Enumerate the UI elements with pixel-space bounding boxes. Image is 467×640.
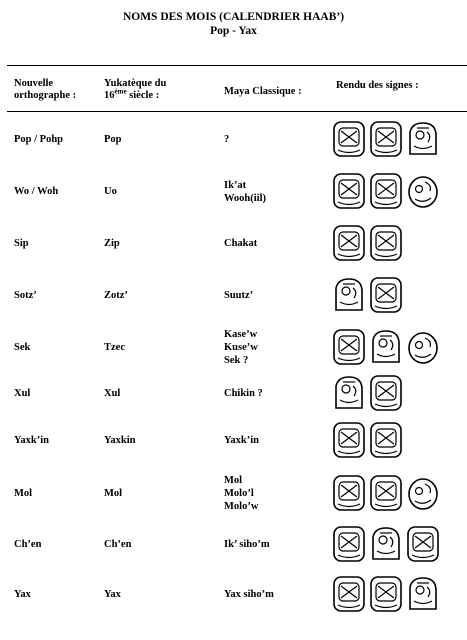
cell-yukateque: Mol [104, 488, 123, 499]
square-glyph [369, 474, 403, 512]
classique-line: Kase’w [224, 329, 258, 340]
head-glyph [332, 276, 366, 314]
head-glyph [332, 374, 366, 412]
cell-yukateque: Tzec [104, 342, 125, 353]
classique-line: Molo’w [224, 501, 259, 512]
cell-nouvelle: Wo / Woh [14, 186, 59, 197]
classique-line: Chakat [224, 238, 258, 249]
classique-line: Kuse’w [224, 342, 258, 353]
round-glyph [406, 328, 440, 366]
glyph-group [332, 575, 440, 613]
header-yukateque-line2 [104, 87, 166, 102]
head-glyph [369, 328, 403, 366]
square-glyph [369, 120, 403, 158]
classique-line: Ik’at [224, 179, 247, 191]
cell-nouvelle: Yaxk’in [14, 435, 50, 446]
square-glyph [332, 474, 366, 512]
cell-yukateque: Yax [104, 589, 121, 600]
cell-yukateque: Yaxkin [104, 435, 136, 446]
classique-line: Chikin ? [224, 388, 263, 399]
header-rendu: Rendu des signes : [336, 80, 419, 91]
classique-line: Sek ? [224, 355, 249, 366]
cell-yukateque: Zip [104, 238, 120, 249]
page-title: NOMS DES MOIS (CALENDRIER HAAB’) [122, 11, 345, 23]
cell-classique [224, 179, 266, 205]
page-subtitle: Pop - Yax [210, 25, 257, 37]
head-glyph [406, 120, 440, 158]
cell-classique [224, 328, 258, 367]
square-glyph [369, 374, 403, 412]
glyph-group [332, 224, 403, 262]
cell-yukateque: Pop [104, 134, 122, 145]
square-glyph [406, 525, 440, 563]
square-glyph [332, 575, 366, 613]
square-glyph [332, 421, 366, 459]
cell-nouvelle: Ch’en [14, 539, 42, 550]
glyph-group [332, 172, 440, 210]
square-glyph [369, 276, 403, 314]
glyph-group [332, 328, 440, 366]
cell-nouvelle: Sip [14, 238, 29, 249]
classique-line: Mol [224, 475, 243, 486]
glyph-group [332, 421, 403, 459]
square-glyph [369, 224, 403, 262]
classique-line: Ik’ siho’m [224, 539, 270, 550]
cell-classique [224, 588, 274, 601]
table-top-rule [7, 65, 467, 66]
classique-line: Suutz’ [224, 290, 254, 301]
cell-nouvelle: Sek [14, 342, 31, 353]
cell-classique [224, 434, 259, 447]
round-glyph [406, 474, 440, 512]
square-glyph [369, 575, 403, 613]
square-glyph [369, 421, 403, 459]
cell-nouvelle: Sotz’ [14, 290, 37, 301]
glyph-group [332, 276, 403, 314]
square-glyph [332, 328, 366, 366]
header-yukateque-num: 16 [104, 90, 115, 101]
cell-classique [224, 474, 258, 513]
cell-nouvelle: Pop / Pohp [14, 134, 64, 145]
classique-line: ? [224, 134, 230, 145]
cell-classique [224, 538, 270, 551]
header-yukateque-line1: Yukatèque du [104, 78, 167, 89]
square-glyph [332, 172, 366, 210]
cell-yukateque: Xul [104, 388, 121, 399]
header-yukateque [104, 78, 166, 102]
classique-line: Yaxk’in [224, 435, 260, 446]
cell-classique [224, 237, 257, 250]
cell-yukateque: Uo [104, 186, 117, 197]
round-glyph [406, 172, 440, 210]
classique-line: Wooh(iil) [224, 192, 267, 204]
classique-line: Molo’l [224, 488, 254, 499]
square-glyph [332, 224, 366, 262]
glyph-group [332, 120, 440, 158]
cell-classique [224, 133, 229, 146]
square-glyph [332, 120, 366, 158]
head-glyph [406, 575, 440, 613]
cell-nouvelle: Yax [14, 589, 31, 600]
header-yukateque-rest: siècle : [126, 90, 160, 101]
square-glyph [369, 172, 403, 210]
header-nouvelle-line1: Nouvelle [14, 78, 54, 89]
cell-nouvelle: Mol [14, 488, 33, 499]
glyph-group [332, 474, 440, 512]
square-glyph [332, 525, 366, 563]
head-glyph [369, 525, 403, 563]
header-nouvelle [14, 78, 76, 102]
header-yukateque-sup: ème [114, 87, 127, 96]
cell-yukateque: Zotz’ [104, 290, 128, 301]
cell-yukateque: Ch’en [104, 539, 132, 550]
header-rule [7, 111, 467, 112]
header-nouvelle-line2: orthographe : [14, 90, 77, 101]
cell-classique [224, 289, 253, 302]
glyph-group [332, 374, 403, 412]
cell-nouvelle: Xul [14, 388, 31, 399]
cell-classique [224, 387, 263, 400]
header-classique: Maya Classique : [224, 86, 302, 97]
classique-line: Yax siho’m [224, 589, 274, 600]
glyph-group [332, 525, 440, 563]
